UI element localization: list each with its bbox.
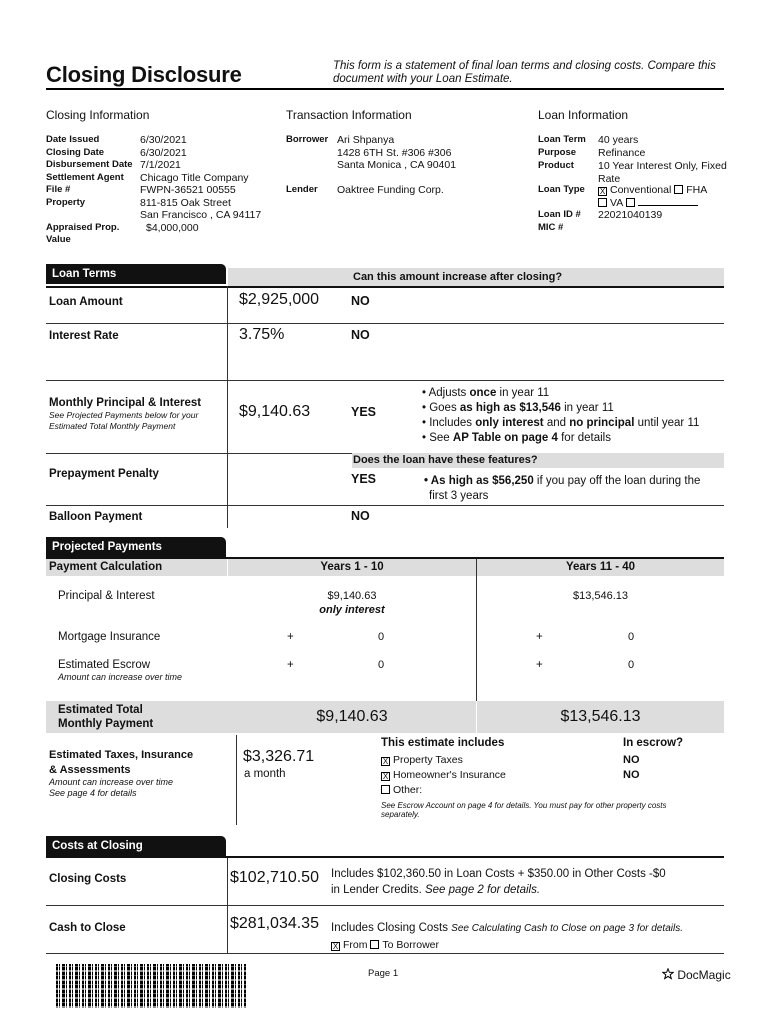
- lender-value: Oaktree Funding Corp.: [337, 184, 444, 196]
- loan-type-options: [598, 184, 707, 209]
- purpose-label: Purpose: [538, 147, 577, 158]
- property-spacer: [46, 209, 140, 222]
- loan-id-label: Loan ID #: [538, 209, 581, 220]
- escrow-row-note: Amount can increase over time: [58, 672, 183, 682]
- date-issued-value: 6/30/2021: [140, 134, 187, 146]
- file-number-value: FWPN-36521 00555: [140, 184, 236, 196]
- purpose-value: Refinance: [598, 147, 646, 159]
- loan-amount-answer: NO: [351, 294, 370, 308]
- brand-logo: [662, 968, 731, 982]
- bullet-text: • Goes: [422, 402, 460, 414]
- plus-sign: +: [536, 631, 543, 643]
- divider: [46, 905, 724, 906]
- settlement-agent-value: Chicago Title Company: [140, 171, 249, 184]
- escrow-footnote: [381, 801, 667, 819]
- in-escrow-heading: In escrow?: [623, 737, 684, 749]
- plus-sign: +: [287, 631, 294, 643]
- col-divider: [476, 559, 477, 719]
- bullet-text: and: [543, 417, 570, 429]
- taxes-note-line1: Amount can increase over time: [49, 777, 174, 787]
- settlement-agent-label: Settlement Agent: [46, 171, 124, 183]
- mi-col2: 0: [628, 631, 635, 643]
- costs-top-rule: [46, 856, 724, 858]
- closing-info-heading: Closing Information: [46, 108, 150, 122]
- bullet-bold: once: [469, 387, 497, 399]
- loan-term-value: 40 years: [598, 134, 639, 146]
- conventional-checkbox[interactable]: X: [599, 187, 606, 196]
- prepayment-answer: YES: [351, 472, 377, 486]
- taxes-label-line2: & Assessments: [49, 764, 131, 776]
- va-checkbox[interactable]: [598, 198, 607, 207]
- date-issued-label: Date Issued: [46, 134, 100, 145]
- prepayment-detail: [424, 474, 700, 504]
- prepayment-text-line2: first 3 years: [429, 490, 489, 502]
- loan-term-label: Loan Term: [538, 134, 586, 145]
- plus-sign: +: [287, 659, 294, 671]
- property-taxes-checkbox[interactable]: X: [382, 757, 389, 766]
- appraised-label: Appraised Prop. Value: [46, 221, 120, 245]
- loan-id-value: 22021040139: [598, 209, 663, 221]
- projected-heading: Projected Payments: [46, 537, 226, 557]
- cash-desc-text: Includes Closing Costs: [331, 922, 452, 934]
- costs-heading: Costs at Closing: [46, 836, 226, 856]
- intro-text: This form is a statement of final loan terms and closing costs. Compare this document with your Loan Estimate.: [333, 60, 716, 85]
- divider: [46, 380, 724, 381]
- conventional-label: Conventional: [610, 184, 672, 196]
- property-taxes-escrow: NO: [623, 754, 640, 766]
- loan-terms-top-rule: [46, 286, 724, 288]
- bullet-text: in year 11: [496, 387, 550, 399]
- other-checkbox[interactable]: [381, 785, 390, 794]
- pi-col1: $9,140.63: [327, 590, 377, 602]
- escrow-footnote-line2: separately.: [381, 810, 420, 819]
- from-label: From: [343, 939, 368, 951]
- prepayment-text: if you pay off the loan during the: [533, 475, 701, 487]
- monthly-pi-answer: YES: [351, 405, 377, 419]
- to-checkbox[interactable]: [370, 940, 379, 949]
- total-col1: $9,140.63: [316, 708, 388, 725]
- borrower-label: Borrower: [286, 134, 329, 145]
- bullet-text: in year 11: [560, 402, 614, 414]
- closing-costs-desc-line2: in Lender Credits.: [331, 884, 425, 896]
- monthly-pi-value: $9,140.63: [239, 403, 311, 420]
- file-number-label: File #: [46, 184, 71, 195]
- from-to-options: [331, 939, 439, 951]
- borrower-block: [337, 134, 456, 172]
- homeowners-escrow: NO: [623, 769, 640, 781]
- divider: [46, 323, 724, 324]
- page-number: Page 1: [368, 968, 399, 979]
- interest-rate-answer: NO: [351, 328, 370, 342]
- total-col2: $13,546.13: [560, 708, 641, 725]
- bullet-bold: only interest: [475, 417, 544, 429]
- transaction-info-heading: Transaction Information: [286, 108, 412, 122]
- closing-costs-desc-line1: Includes $102,360.50 in Loan Costs + $350.00 in Other Costs -$0: [331, 868, 666, 880]
- mic-label: MIC #: [538, 222, 564, 233]
- disbursement-date-label: Disbursement Date: [46, 159, 133, 170]
- closing-costs-label: Closing Costs: [49, 873, 127, 885]
- calc-divider: [227, 559, 228, 576]
- property-taxes-label: Property Taxes: [393, 754, 463, 766]
- prepayment-label: Prepayment Penalty: [49, 468, 159, 480]
- cash-desc-italic: See Calculating Cash to Close on page 3 for details.: [451, 923, 683, 934]
- pi-col1-note: only interest: [319, 604, 385, 616]
- to-label: To Borrower: [382, 939, 440, 951]
- product-line2: Rate: [598, 172, 621, 185]
- taxes-divider: [236, 735, 237, 825]
- pi-row-label: Principal & Interest: [58, 590, 155, 602]
- bullet-bold: as high as $13,546: [459, 402, 561, 414]
- in-escrow-answers: [623, 753, 640, 783]
- bullet-text: • See: [422, 432, 453, 444]
- bullet-text: until year 11: [634, 417, 700, 429]
- star-check-icon: [662, 968, 674, 980]
- pi-col2: $13,546.13: [572, 590, 629, 602]
- escrow-col2: 0: [628, 659, 635, 671]
- loan-type-label: Loan Type: [538, 184, 585, 195]
- col1-heading: Years 1 - 10: [320, 561, 384, 573]
- header-rule: [46, 88, 724, 90]
- disbursement-date-value: 7/1/2021: [140, 159, 181, 171]
- bullet-text: • Adjusts: [422, 387, 470, 399]
- brand-name: DocMagic: [677, 968, 731, 982]
- increase-question: Can this amount increase after closing?: [353, 271, 563, 283]
- taxes-note: [49, 777, 173, 799]
- product-line1: 10 Year Interest Only, Fixed: [598, 160, 727, 172]
- divider: [46, 505, 724, 506]
- taxes-note-line2: See page 4 for details: [49, 788, 137, 798]
- mi-row-label: Mortgage Insurance: [58, 631, 161, 643]
- total-label-line1: Estimated Total: [58, 704, 143, 716]
- cash-to-close-label: Cash to Close: [49, 922, 126, 934]
- total-label-line2: Monthly Payment: [58, 718, 154, 730]
- prepayment-amount: • As high as $56,250: [424, 475, 534, 487]
- balloon-label: Balloon Payment: [49, 511, 143, 523]
- costs-bottom-rule: [46, 953, 724, 954]
- total-divider: [476, 701, 477, 733]
- loan-amount-value: $2,925,000: [239, 291, 320, 308]
- lender-label: Lender: [286, 184, 318, 195]
- plus-sign: +: [536, 659, 543, 671]
- from-checkbox[interactable]: X: [332, 942, 339, 951]
- closing-costs-value: $102,710.50: [230, 869, 319, 886]
- taxes-label-line1: Estimated Taxes, Insurance: [49, 749, 194, 761]
- monthly-pi-note-line2: Estimated Total Monthly Payment: [49, 421, 176, 431]
- loan-amount-label: Loan Amount: [49, 296, 123, 308]
- monthly-pi-note-line1: See Projected Payments below for your: [49, 410, 199, 420]
- property-label: Property: [46, 196, 86, 208]
- appraised-value: $4,000,000: [146, 221, 199, 234]
- interest-rate-value: 3.75%: [239, 326, 285, 343]
- closing-costs-desc-italic: See page 2 for details.: [424, 884, 541, 896]
- taxes-label: [49, 748, 193, 778]
- divider: [46, 453, 352, 454]
- borrower-city: Santa Monica , CA 90401: [337, 159, 457, 171]
- calc-label: Payment Calculation: [49, 561, 163, 573]
- borrower-address: 1428 6TH St. #306 #306: [337, 146, 452, 159]
- fha-label: FHA: [686, 184, 708, 196]
- closing-date-value: 6/30/2021: [140, 146, 187, 159]
- bullet-text: for details: [557, 432, 611, 444]
- closing-date-label: Closing Date: [46, 146, 105, 158]
- page-title: Closing Disclosure: [46, 62, 242, 87]
- cash-to-close-desc: [331, 922, 683, 934]
- includes-heading: This estimate includes: [381, 737, 505, 749]
- other-label: Other:: [393, 784, 423, 796]
- column-divider: [227, 286, 228, 528]
- va-label: VA: [610, 196, 623, 209]
- property-value-line1: 811-815 Oak Street: [140, 196, 231, 209]
- loan-terms-heading: Loan Terms: [46, 264, 226, 284]
- mi-col1: 0: [378, 631, 385, 643]
- escrow-col1: 0: [378, 659, 385, 671]
- closing-costs-desc: [331, 866, 666, 898]
- barcode-texture: [56, 964, 246, 1008]
- bullet-bold: AP Table on page 4: [452, 432, 558, 444]
- monthly-pi-note: [49, 410, 198, 432]
- monthly-pi-bullets: [422, 386, 699, 446]
- property-value-line2: San Francisco , CA 94117: [140, 209, 262, 221]
- interest-rate-label: Interest Rate: [49, 330, 119, 342]
- costs-divider: [227, 858, 228, 953]
- taxes-period: a month: [244, 768, 286, 780]
- homeowners-label: Homeowner's Insurance: [393, 769, 506, 781]
- total-label: [58, 703, 153, 731]
- product-label: Product: [538, 160, 574, 171]
- col2-heading: Years 11 - 40: [565, 561, 636, 573]
- product-value: [598, 160, 727, 185]
- other-type-checkbox[interactable]: [626, 198, 635, 207]
- closing-info-table: [46, 134, 261, 247]
- loan-info-heading: Loan Information: [538, 108, 629, 122]
- taxes-value: $3,326.71: [243, 748, 315, 765]
- other-type-line: [638, 198, 698, 206]
- features-question: Does the loan have these features?: [353, 454, 538, 466]
- homeowners-checkbox[interactable]: X: [382, 772, 389, 781]
- monthly-pi-label: Monthly Principal & Interest: [49, 397, 202, 409]
- balloon-answer: NO: [351, 509, 370, 523]
- bullet-text: • Includes: [422, 417, 476, 429]
- bullet-bold: no principal: [569, 417, 635, 429]
- escrow-footnote-line1: See Escrow Account on page 4 for details. You must pay for other property costs: [381, 801, 667, 810]
- borrower-name: Ari Shpanya: [337, 134, 395, 146]
- fha-checkbox[interactable]: [674, 185, 683, 194]
- escrow-row-label: Estimated Escrow: [58, 659, 151, 671]
- cash-to-close-value: $281,034.35: [230, 915, 319, 932]
- includes-list: [381, 753, 506, 798]
